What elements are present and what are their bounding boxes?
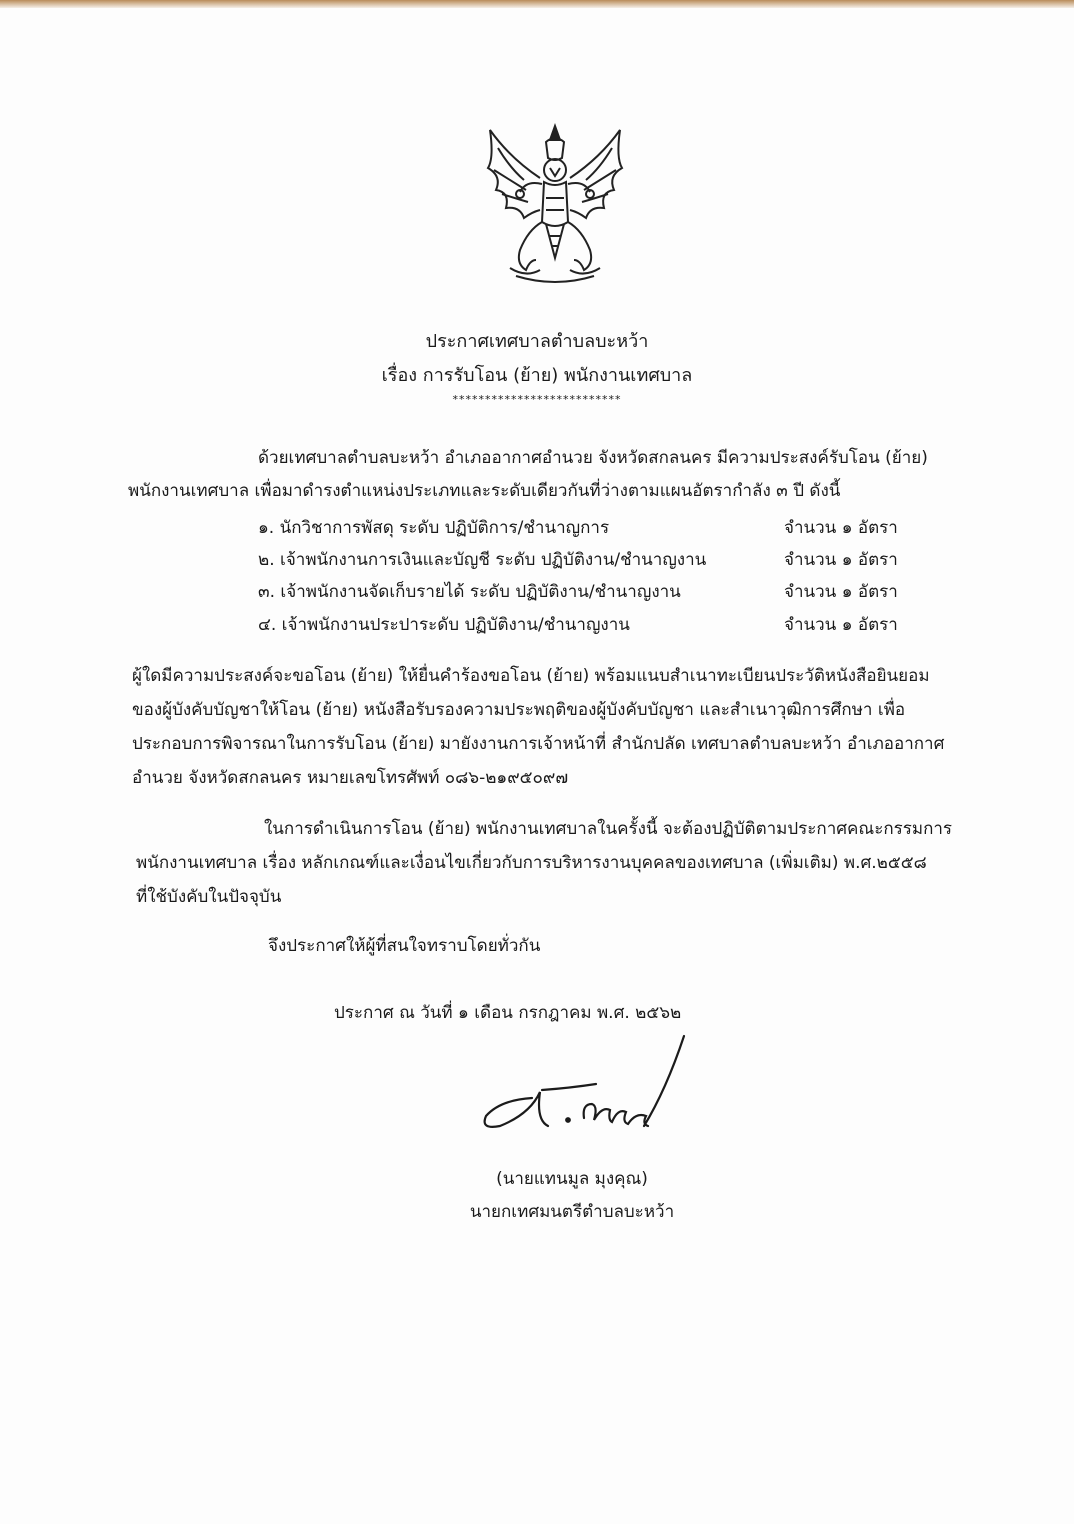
position-item-1: ๑. นักวิชาการพัสดุ ระดับ ปฏิบัติการ/ชำนาญการ xyxy=(258,518,610,538)
application-line-1: ผู้ใดมีความประสงค์จะขอโอน (ย้าย) ให้ยื่นคำร้องขอโอน (ย้าย) พร้อมแนบสำเนาทะเบียนประวัติหนังสือยินยอม xyxy=(132,666,930,686)
signature-mark xyxy=(470,1030,700,1140)
position-qty-2: จำนวน ๑ อัตรา xyxy=(784,550,898,570)
application-line-3: ประกอบการพิจารณาในการรับโอน (ย้าย) มายังงานการเจ้าหน้าที่ สำนักปลัด เทศบาลตำบลบะหว้า อำเภออากาศ xyxy=(132,734,945,754)
application-line-2: ของผู้บังคับบัญชาให้โอน (ย้าย) หนังสือรับรองความประพฤติของผู้บังคับบัญชา และสำเนาวุฒิการศึกษา เพื่อ xyxy=(132,700,906,720)
signer-title: นายกเทศมนตรีตำบลบะหว้า xyxy=(469,1202,675,1222)
closing-statement: จึงประกาศให้ผู้ที่สนใจทราบโดยทั่วกัน xyxy=(268,936,541,956)
regulation-line-2: พนักงานเทศบาล เรื่อง หลักเกณฑ์และเงื่อนไขเกี่ยวกับการบริหารงานบุคคลของเทศบาล (เพิ่มเติม) พ.ศ.๒๕๕๘ xyxy=(136,853,927,873)
garuda-emblem-icon xyxy=(480,118,630,288)
position-qty-4: จำนวน ๑ อัตรา xyxy=(784,615,898,635)
signer-name: (นายแทนมูล มุงคุณ) xyxy=(496,1169,648,1189)
intro-line-1: ด้วยเทศบาลตำบลบะหว้า อำเภออากาศอำนวย จังหวัดสกลนคร มีความประสงค์รับโอน (ย้าย) xyxy=(258,448,928,468)
position-item-4: ๔. เจ้าพนักงานประปาระดับ ปฏิบัติงาน/ชำนาญงาน xyxy=(258,615,630,635)
regulation-line-3: ที่ใช้บังคับในปัจจุบัน xyxy=(136,887,282,907)
announcement-title: ประกาศเทศบาลตำบลบะหว้า xyxy=(425,331,649,352)
announcement-date: ประกาศ ณ วันที่ ๑ เดือน กรกฎาคม พ.ศ. ๒๕๖๒ xyxy=(334,1003,682,1023)
intro-line-2: พนักงานเทศบาล เพื่อมาดำรงตำแหน่งประเภทและระดับเดียวกันที่ว่างตามแผนอัตรากำลัง ๓ ปี ดังนี้ xyxy=(128,481,841,501)
position-qty-1: จำนวน ๑ อัตรา xyxy=(784,518,898,538)
scan-edge xyxy=(0,0,1074,8)
position-item-3: ๓. เจ้าพนักงานจัดเก็บรายได้ ระดับ ปฏิบัติงาน/ชำนาญงาน xyxy=(258,582,681,602)
position-qty-3: จำนวน ๑ อัตรา xyxy=(784,582,898,602)
title-divider: ************************** xyxy=(452,393,622,406)
position-item-2: ๒. เจ้าพนักงานการเงินและบัญชี ระดับ ปฏิบัติงาน/ชำนาญงาน xyxy=(258,550,707,570)
application-line-4: อำนวย จังหวัดสกลนคร หมายเลขโทรศัพท์ ๐๘๖-๒๑๙๕๐๙๗ xyxy=(132,768,569,788)
regulation-line-1: ในการดำเนินการโอน (ย้าย) พนักงานเทศบาลในครั้งนี้ จะต้องปฏิบัติตามประกาศคณะกรรมการ xyxy=(264,819,953,839)
announcement-subject: เรื่อง การรับโอน (ย้าย) พนักงานเทศบาล xyxy=(381,365,693,386)
